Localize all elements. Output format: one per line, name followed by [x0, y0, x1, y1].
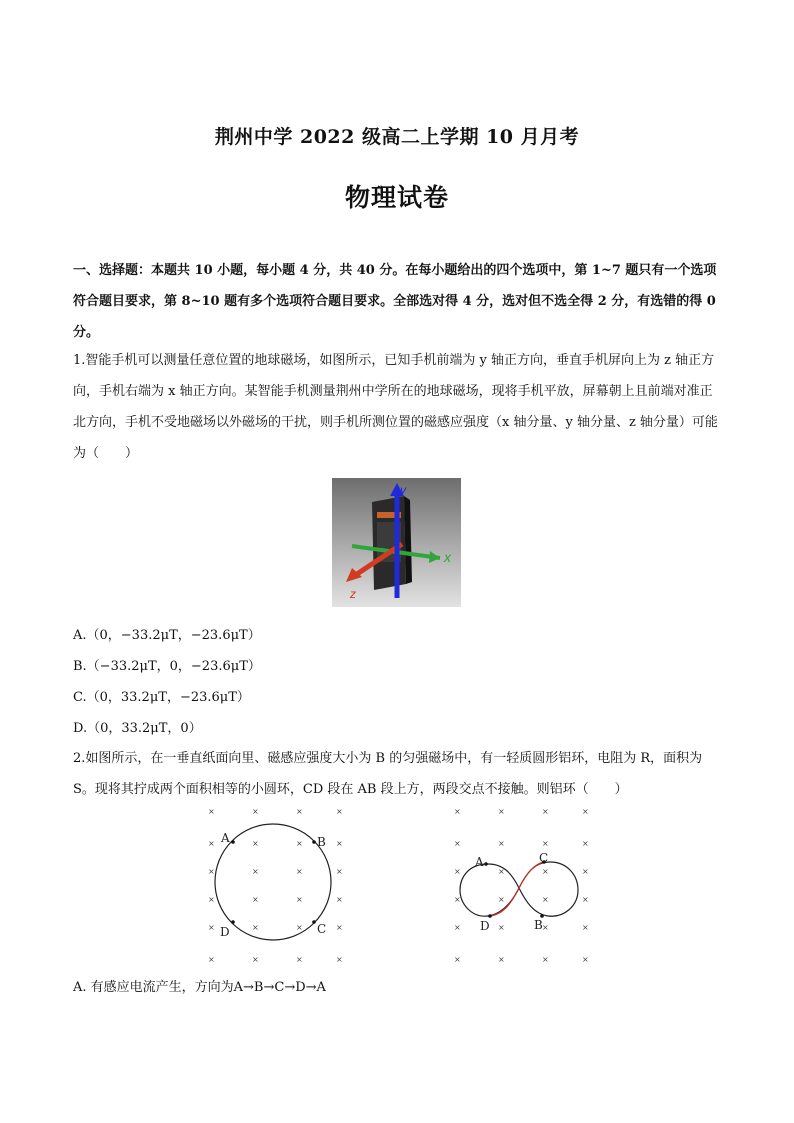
svg-text:×: ×	[498, 839, 505, 848]
svg-text:×: ×	[252, 923, 259, 932]
phone-axes-figure	[332, 478, 461, 607]
svg-text:×: ×	[336, 895, 343, 904]
svg-text:×: ×	[208, 955, 215, 964]
svg-text:×: ×	[542, 807, 549, 816]
svg-text:×: ×	[498, 923, 505, 932]
svg-text:×: ×	[542, 839, 549, 848]
svg-text:×: ×	[208, 839, 215, 848]
point-a-label: A	[221, 831, 230, 845]
svg-text:×: ×	[454, 867, 461, 876]
svg-text:×: ×	[252, 839, 259, 848]
point-b-label: B	[317, 835, 326, 849]
svg-text:×: ×	[454, 807, 461, 816]
svg-text:×: ×	[252, 867, 259, 876]
svg-text:×: ×	[252, 895, 259, 904]
svg-text:×: ×	[336, 955, 343, 964]
point-d-label: D	[220, 925, 230, 939]
svg-text:×: ×	[454, 955, 461, 964]
exam-title: 荆州中学 2022 级高二上学期 10 月月考	[214, 126, 580, 148]
svg-text:×: ×	[296, 807, 303, 816]
svg-text:×: ×	[296, 923, 303, 932]
axis-y-label: y	[400, 483, 406, 497]
svg-text:×: ×	[336, 867, 343, 876]
svg-text:×: ×	[582, 867, 589, 876]
axis-x-label: x	[444, 549, 451, 565]
svg-text:×: ×	[208, 807, 215, 816]
svg-text:×: ×	[542, 955, 549, 964]
question-2-stem: 2.如图所示，在一垂直纸面向里、磁感应强度大小为 B 的匀强磁场中，有一轻质圆形铝环，电阻为 R，面积为 S。现将其拧成两个面积相等的小圆环，CD 段在 AB 段上方，两段交点不接触。则铝环（ ）	[73, 751, 703, 797]
svg-text:×: ×	[542, 867, 549, 876]
svg-text:×: ×	[296, 867, 303, 876]
point-c-label: C	[539, 851, 549, 865]
svg-text:×: ×	[252, 807, 259, 816]
svg-text:×: ×	[498, 895, 505, 904]
svg-text:×: ×	[498, 955, 505, 964]
point-d-label: D	[480, 919, 490, 933]
q1-option-b: B.（−33.2μT，0，−23.6μT）	[73, 659, 261, 674]
svg-text:×: ×	[542, 895, 549, 904]
svg-text:×: ×	[336, 807, 343, 816]
svg-text:×: ×	[252, 955, 259, 964]
point-b-label: B	[534, 918, 543, 932]
question-1-stem: 1.智能手机可以测量任意位置的地球磁场，如图所示，已知手机前端为 y 轴正方向，垂直手机屏向上为 z 轴正方向，手机右端为 x 轴正方向。某智能手机测量荆州中学所在的地球磁场，现将手机平放，屏幕朝上且前端对准正北方向，手机不受地磁场以外磁场的干扰，则手机所测位置的磁感应强度（x 轴分量、y 轴分量、z 轴分量）可能为（ ）	[73, 353, 718, 461]
field-marks	[454, 807, 589, 964]
axis-z-label: z	[350, 587, 356, 601]
svg-text:×: ×	[454, 895, 461, 904]
q1-option-a: A.（0，−33.2μT，−23.6μT）	[73, 628, 261, 643]
svg-text:×: ×	[208, 895, 215, 904]
q2-option-a: A. 有感应电流产生，方向为A→B→C→D→A	[73, 980, 326, 995]
svg-text:×: ×	[336, 923, 343, 932]
svg-text:×: ×	[498, 807, 505, 816]
q1-option-c: C.（0，33.2μT，−23.6μT）	[73, 690, 250, 705]
svg-text:×: ×	[542, 923, 549, 932]
svg-text:×: ×	[296, 955, 303, 964]
svg-text:×: ×	[582, 923, 589, 932]
point-c-label: C	[317, 922, 327, 936]
svg-text:×: ×	[582, 895, 589, 904]
section-instructions: 一、选择题：本题共 10 小题，每小题 4 分，共 40 分。在每小题给出的四个选项中，第 1~7 题只有一个选项符合题目要求，第 8~10 题有多个选项符合题目要求。全部选对得 4 分，选对但不选全得 2 分，有选错的得 0 分。	[73, 263, 717, 340]
q1-option-d: D.（0，33.2μT，0）	[73, 721, 202, 736]
svg-text:×: ×	[582, 807, 589, 816]
svg-text:×: ×	[582, 955, 589, 964]
svg-text:×: ×	[208, 923, 215, 932]
ring-figure-after	[446, 802, 596, 967]
point-a-label: A	[475, 855, 484, 869]
svg-text:×: ×	[296, 839, 303, 848]
svg-text:×: ×	[336, 839, 343, 848]
svg-text:×: ×	[296, 895, 303, 904]
svg-text:×: ×	[582, 839, 589, 848]
svg-text:×: ×	[454, 839, 461, 848]
ring-figure-before	[200, 802, 350, 967]
svg-text:×: ×	[208, 867, 215, 876]
svg-text:×: ×	[454, 923, 461, 932]
svg-text:×: ×	[498, 867, 505, 876]
subject-title: 物理试卷	[344, 183, 449, 212]
